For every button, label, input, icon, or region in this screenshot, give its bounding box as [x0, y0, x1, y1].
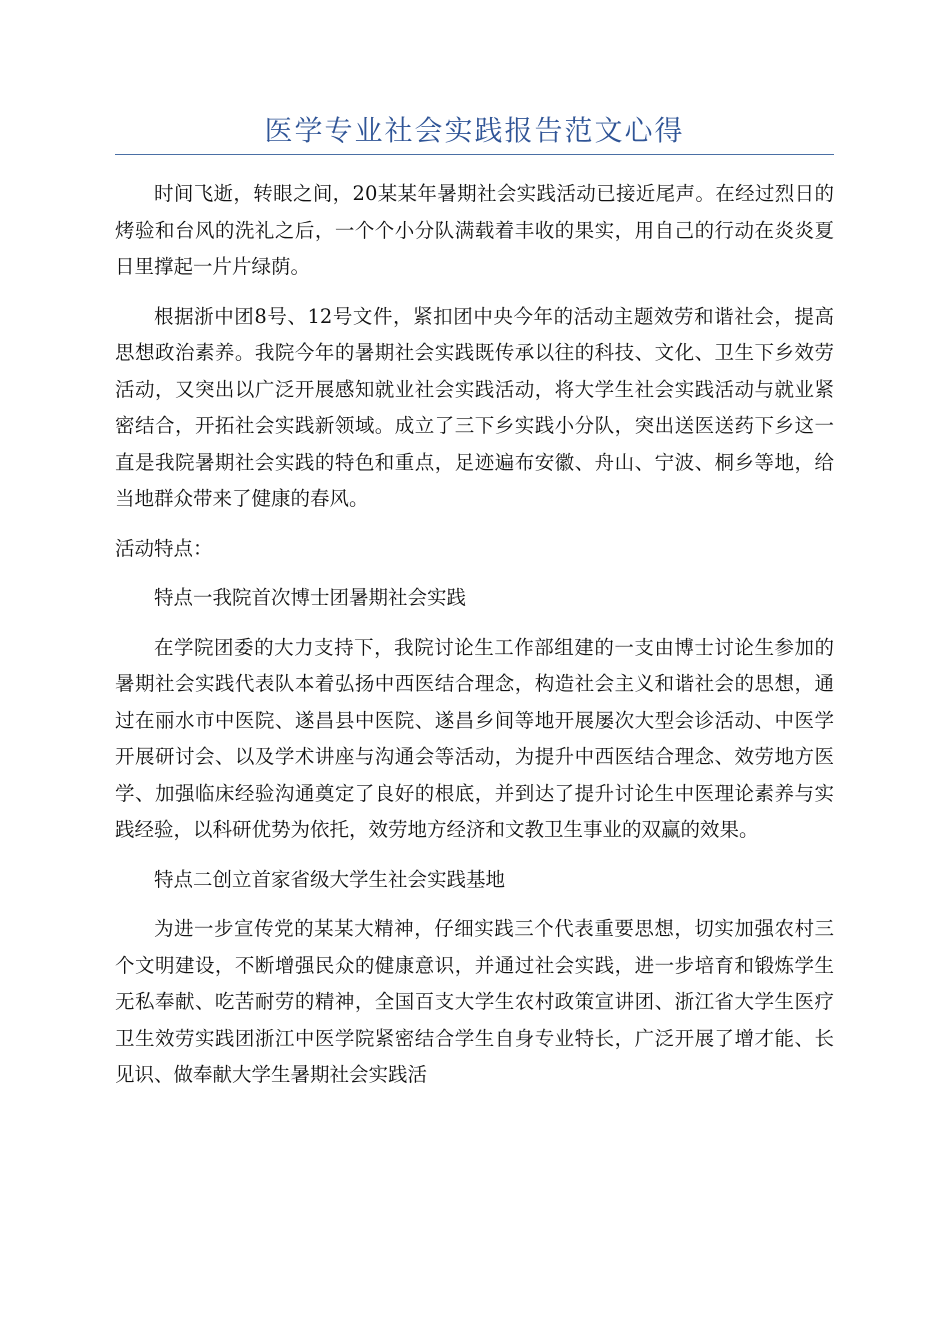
feature-heading-1: 特点一我院首次博士团暑期社会实践 — [154, 586, 467, 609]
paragraph-intro: 时间飞逝，转眼之间，20某某年暑期社会实践活动已接近尾声。在经过烈日的烤验和台风的洗礼之后，一个个小分队满载着丰收的果实，用自己的行动在炎炎夏日里撑起一片片绿荫。 — [115, 182, 834, 278]
title-block — [115, 112, 834, 155]
document-title: 医学专业社会实践报告范文心得 — [264, 114, 685, 147]
document-body — [115, 176, 834, 1107]
paragraph-feature-2: 为进一步宣传党的某某大精神，仔细实践三个代表重要思想，切实加强农村三个文明建设，不断增强民众的健康意识，并通过社会实践，进一步培育和锻炼学生无私奉献、吃苦耐劳的精神，全国百支大学生农村政策宣讲团、浙江省大学生医疗卫生效劳实践团浙江中医学院紧密结合学生自身专业特长，广泛开展了增才能、长见识、做奉献大学生暑期社会实践活 — [115, 917, 834, 1086]
paragraph-background: 根据浙中团8号、12号文件，紧扣团中央今年的活动主题效劳和谐社会，提高思想政治素养。我院今年的暑期社会实践既传承以往的科技、文化、卫生下乡效劳活动，又突出以广泛开展感知就业社会实践活动，将大学生社会实践活动与就业紧密结合，开拓社会实践新领域。成立了三下乡实践小分队，突出送医送药下乡这一直是我院暑期社会实践的特色和重点，足迹遍布安徽、舟山、宁波、桐乡等地，给当地群众带来了健康的春风。 — [115, 304, 834, 510]
feature-heading-2: 特点二创立首家省级大学生社会实践基地 — [154, 867, 506, 891]
paragraph-feature-1: 在学院团委的大力支持下，我院讨论生工作部组建的一支由博士讨论生参加的暑期社会实践代表队本着弘扬中西医结合理念，构造社会主义和谐社会的思想，通过在丽水市中医院、遂昌县中医院、遂昌乡间等地开展屡次大型会诊活动、中医学开展研讨会、以及学术讲座与沟通会等活动，为提升中西医结合理念、效劳地方医学、加强临床经验沟通奠定了良好的根底，并到达了提升讨论生中医理论素养与实践经验，以科研优势为依托，效劳地方经济和文教卫生事业的双赢的效果。 — [115, 635, 834, 841]
section-heading-features: 活动特点： — [115, 536, 213, 560]
